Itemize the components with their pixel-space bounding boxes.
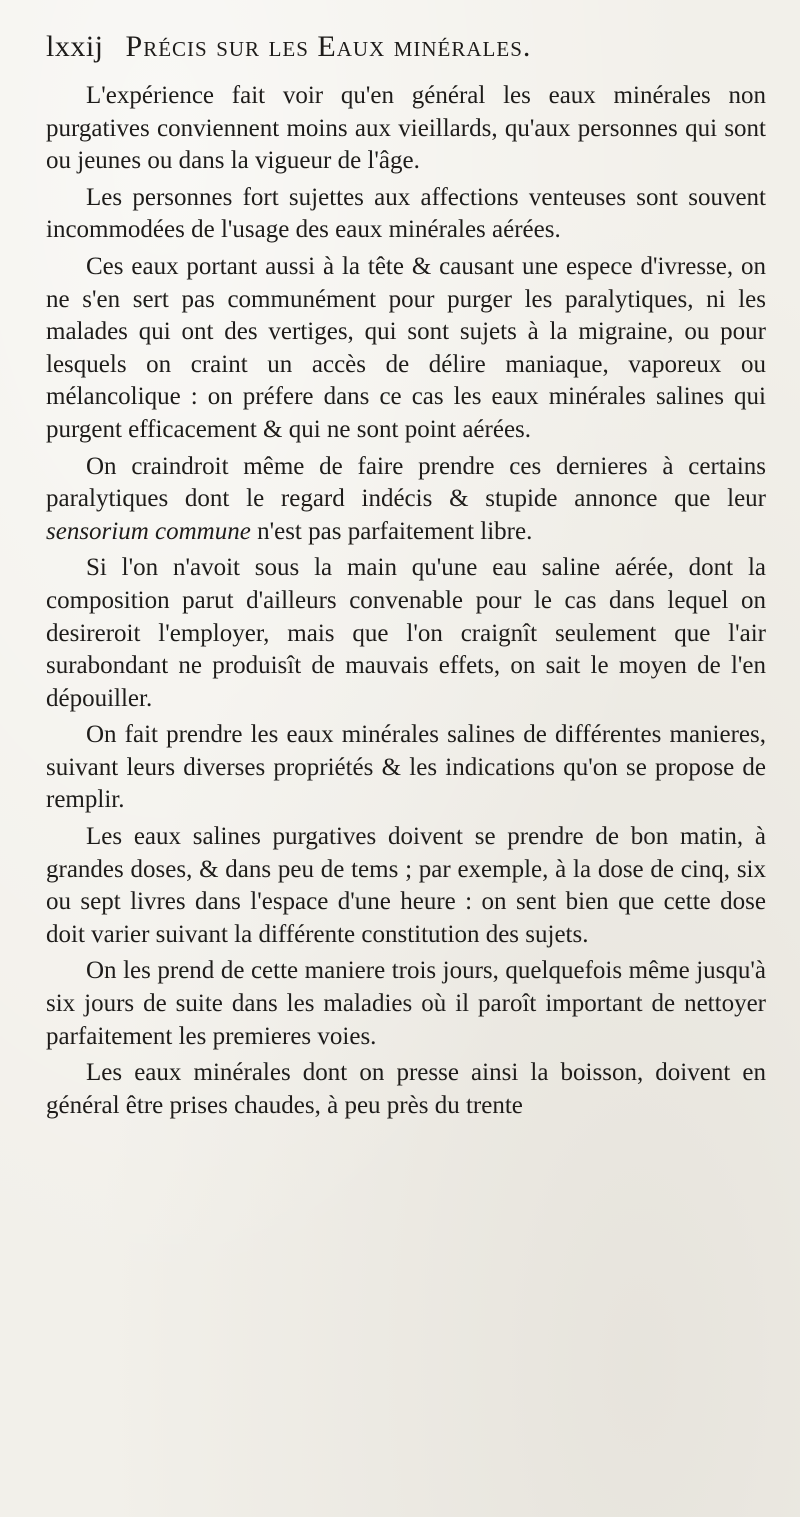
paragraph: Ces eaux portant aussi à la tête & causant une espece d'ivresse, on ne s'en sert pas communément pour purger les paralytiques, ni les malades qui ont des vertiges, qui sont sujets à la migraine, ou pour lesquels on craint un accès de délire maniaque, vaporeux ou mélancolique : on préfere dans ce cas les eaux minérales salines qui purgent efficacement & qui ne sont point aérées.	[46, 252, 766, 443]
running-head	[46, 30, 766, 80]
paragraph: Les eaux minérales dont on presse ainsi la boisson, doivent en général être prises chaudes, à peu près du trente	[46, 1059, 766, 1119]
page-number: lxxij	[46, 30, 104, 63]
paragraph: On fait prendre les eaux minérales salines de différentes manieres, suivant leurs diverses propriétés & les indications qu'on se propose de remplir.	[46, 721, 766, 814]
paragraph-text: n'est pas parfaitement libre.	[250, 517, 533, 545]
paragraph: Si l'on n'avoit sous la main qu'une eau saline aérée, dont la composition parut d'ailleurs convenable pour le cas dans lequel on desireroit l'employer, mais que l'on craignît seulement que l'air surabondant ne produisît de mauvais effets, on sait le moyen de l'en dépouiller.	[46, 554, 766, 712]
latin-term: sensorium commune	[46, 517, 251, 545]
paragraph: L'expérience fait voir qu'en général les eaux minérales non purgatives conviennent moins aux vieillards, qu'aux personnes qui sont ou jeunes ou dans la vigueur de l'âge.	[46, 82, 766, 175]
paragraph: Les eaux salines purgatives doivent se prendre de bon matin, à grandes doses, & dans peu de tems ; par exemple, à la dose de cinq, six ou sept livres dans l'espace d'une heure : on sent bien que cette dose doit varier suivant la différente constitution des sujets.	[46, 823, 766, 948]
paragraph: On les prend de cette maniere trois jours, quelquefois même jusqu'à six jours de suite dans les maladies où il paroît important de nettoyer parfaitement les premieres voies.	[46, 957, 766, 1050]
paragraph-text: On craindroit même de faire prendre ces dernieres à certains paralytiques dont le regard indécis & stupide annonce que leur	[46, 452, 766, 513]
body-text	[46, 80, 766, 1122]
paragraph	[46, 451, 766, 549]
paragraph: Les personnes fort sujettes aux affections venteuses sont souvent incommodées de l'usage des eaux minérales aérées.	[46, 183, 766, 244]
running-title: Précis sur les Eaux minérales.	[125, 30, 532, 63]
